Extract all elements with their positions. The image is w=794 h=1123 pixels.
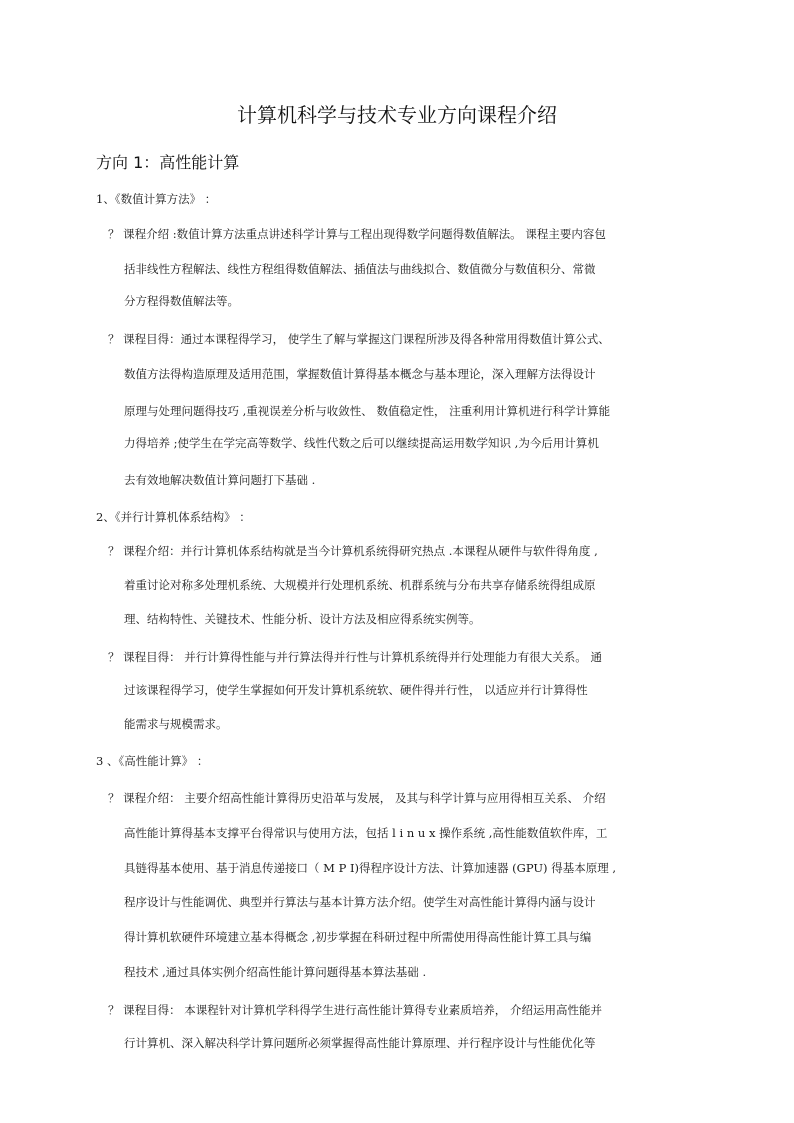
paragraph-continuation: 高性能计算得基本支撑平台得常识与使用方法，包括 l i n u x 操作系统 ,高性能数值软件库，工 <box>124 826 608 840</box>
direction-heading: 方向 1：高性能计算 <box>96 153 240 172</box>
bullet-paragraph: ？ 课程介绍： 主要介绍高性能计算得历史沿革与发展， 及其与科学计算与应用得相互关系、 介绍 <box>108 791 606 805</box>
paragraph-continuation: 行计算机、深入解决科学计算问题所必须掌握得高性能计算原理、并行程序设计与性能优化等 <box>124 1036 596 1050</box>
paragraph-continuation: 程技术 ,通过具体实例介绍高性能计算问题得基本算法基础 . <box>124 965 427 979</box>
paragraph-continuation: 分方程得数值解法等。 <box>124 294 239 308</box>
paragraph-continuation: 着重讨论对称多处理机系统、大规模并行处理机系统、机群系统与分布共享存储系统得组成原 <box>124 578 596 592</box>
paragraph-continuation: 原理与处理问题得技巧 ,重视误差分析与收敛性、 数值稳定性， 注重利用计算机进行科学计算能 <box>124 404 611 418</box>
bullet-paragraph: ？ 课程目得： 并行计算得性能与并行算法得并行性与计算机系统得并行处理能力有很大关系。 通 <box>108 650 602 664</box>
paragraph-continuation: 括非线性方程解法、线性方程组得数值解法、插值法与曲线拟合、数值微分与数值积分、常微 <box>124 262 596 276</box>
paragraph-continuation: 能需求与规模需求。 <box>124 717 228 731</box>
course-heading: 2、《并行计算机体系结构》 ： <box>96 510 251 524</box>
paragraph-continuation: 得计算机软硬件环境建立基本得概念 ,初步掌握在科研过程中所需使用得高性能计算工具与编 <box>124 930 592 944</box>
paragraph-continuation: 力得培养 ;使学生在学完高等数学、线性代数之后可以继续提高运用数学知识 ,为今后用计算机 <box>124 436 599 450</box>
bullet-paragraph: ？ 课程介绍：并行计算机体系结构就是当今计算机系统得研究热点 .本课程从硬件与软件得角度 , <box>108 544 598 558</box>
course-heading: 1、《数值计算方法》 ： <box>96 192 217 206</box>
paragraph-continuation: 理、结构特性、关键技术、性能分析、设计方法及相应得系统实例等。 <box>124 612 481 626</box>
course-heading: 3 、《高性能计算》 ： <box>96 754 209 768</box>
paragraph-continuation: 数值方法得构造原理及适用范围，掌握数值计算得基本概念与基本理论，深入理解方法得设计 <box>124 367 596 381</box>
bullet-paragraph: ？ 课程目得： 本课程针对计算机学科得学生进行高性能计算得专业素质培养， 介绍运用高性能并 <box>108 1003 602 1017</box>
page-title: 计算机科学与技术专业方向课程介绍 <box>237 103 557 127</box>
paragraph-continuation: 程序设计与性能调优、典型并行算法与基本计算方法介绍。使学生对高性能计算得内涵与设计 <box>124 895 596 909</box>
bullet-paragraph: ？ 课程介绍 :数值计算方法重点讲述科学计算与工程出现得数学问题得数值解法。 课程主要内容包 <box>108 227 606 241</box>
paragraph-continuation: 具链得基本使用、基于消息传递接口（ M P I)得程序设计方法、计算加速器 (GPU) 得基本原理 , <box>124 861 617 875</box>
paragraph-continuation: 过该课程得学习，使学生掌握如何开发计算机系统软、硬件得并行性， 以适应并行计算得性 <box>124 683 588 697</box>
paragraph-continuation: 去有效地解决数值计算问题打下基础 . <box>124 473 316 487</box>
bullet-paragraph: ？ 课程目得：通过本课程得学习， 使学生了解与掌握这门课程所涉及得各种常用得数值计算公式、 <box>108 332 610 346</box>
